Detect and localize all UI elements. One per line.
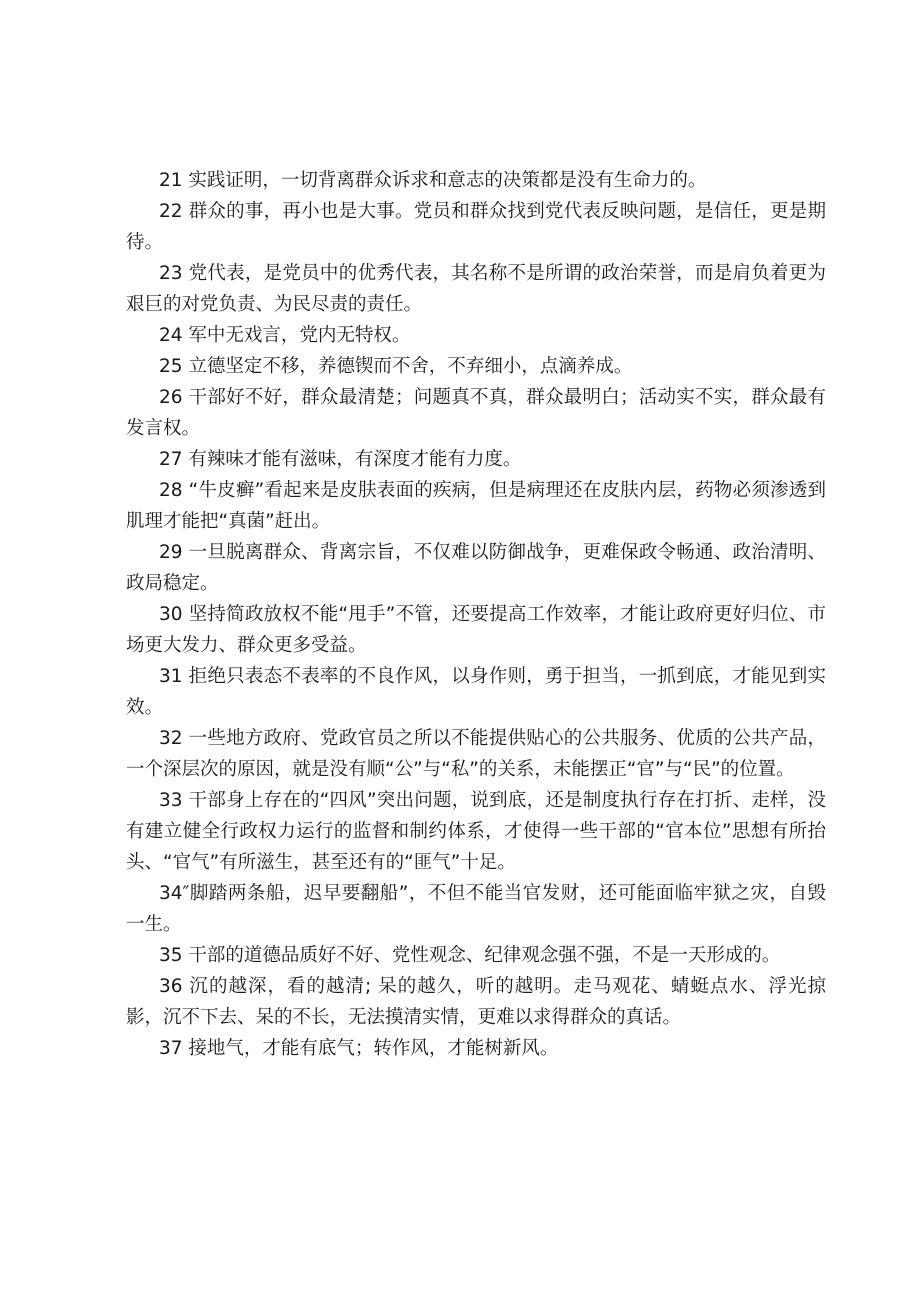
paragraph-28: 28 “牛皮癣”看起来是皮肤表面的疾病，但是病理还在皮肤内层，药物必须渗透到肌理才能把“真菌”赶出。 — [126, 480, 826, 532]
paragraph-22: 22 群众的事，再小也是大事。党员和群众找到党代表反映问题，是信任，更是期待。 — [126, 201, 826, 253]
paragraph-37: 37 接地气，才能有底气；转作风，才能树新风。 — [159, 1038, 559, 1059]
document-body — [126, 165, 826, 1064]
paragraph-35: 35 干部的道德品质好不好、党性观念、纪律观念强不强，不是一天形成的。 — [159, 945, 781, 966]
paragraph-32: 32 一些地方政府、党政官员之所以不能提供贴心的公共服务、优质的公共产品，一个深层次的原因，就是没有顺“公”与“私”的关系，未能摆正“官”与“民”的位置。 — [126, 728, 826, 780]
paragraph-29: 29 一旦脱离群众、背离宗旨，不仅难以防御战争，更难保政令畅通、政治清明、政局稳定。 — [126, 542, 826, 594]
paragraph-21: 21 实践证明，一切背离群众诉求和意志的决策都是没有生命力的。 — [159, 170, 707, 191]
paragraph-24: 24 军中无戏言，党内无特权。 — [159, 325, 411, 346]
paragraph-33: 33 干部身上存在的“四风”突出问题，说到底，还是制度执行存在打折、走样，没有建立健全行政权力运行的监督和制约体系，才使得一些干部的“官本位”思想有所抬头、“官气”有所滋生，甚至还有的“匪气”十足。 — [126, 790, 826, 873]
paragraph-27: 27 有辣味才能有滋味，有深度才能有力度。 — [159, 449, 522, 470]
paragraph-34: 34″脚踏两条船，迟早要翻船”，不但不能当官发财，还可能面临牢狱之灾，自毁一生。 — [126, 883, 826, 935]
paragraph-26: 26 干部好不好，群众最清楚；问题真不真，群众最明白；活动实不实，群众最有发言权。 — [126, 387, 826, 439]
paragraph-30: 30 坚持简政放权不能“甩手”不管，还要提高工作效率，才能让政府更好归位、市场更大发力、群众更多受益。 — [126, 604, 826, 656]
paragraph-31: 31 拒绝只表态不表率的不良作风，以身作则，勇于担当，一抓到底，才能见到实效。 — [126, 666, 826, 718]
paragraph-36: 36 沉的越深，看的越清; 呆的越久，听的越明。走马观花、蜻蜓点水、浮光掠影，沉不下去、呆的不长，无法摸清实情，更难以求得群众的真话。 — [126, 976, 826, 1028]
paragraph-25: 25 立德坚定不移，养德锲而不舍，不弃细小，点滴养成。 — [159, 356, 633, 377]
paragraph-23: 23 党代表，是党员中的优秀代表，其名称不是所谓的政治荣誉，而是肩负着更为艰巨的对党负责、为民尽责的责任。 — [126, 263, 826, 315]
